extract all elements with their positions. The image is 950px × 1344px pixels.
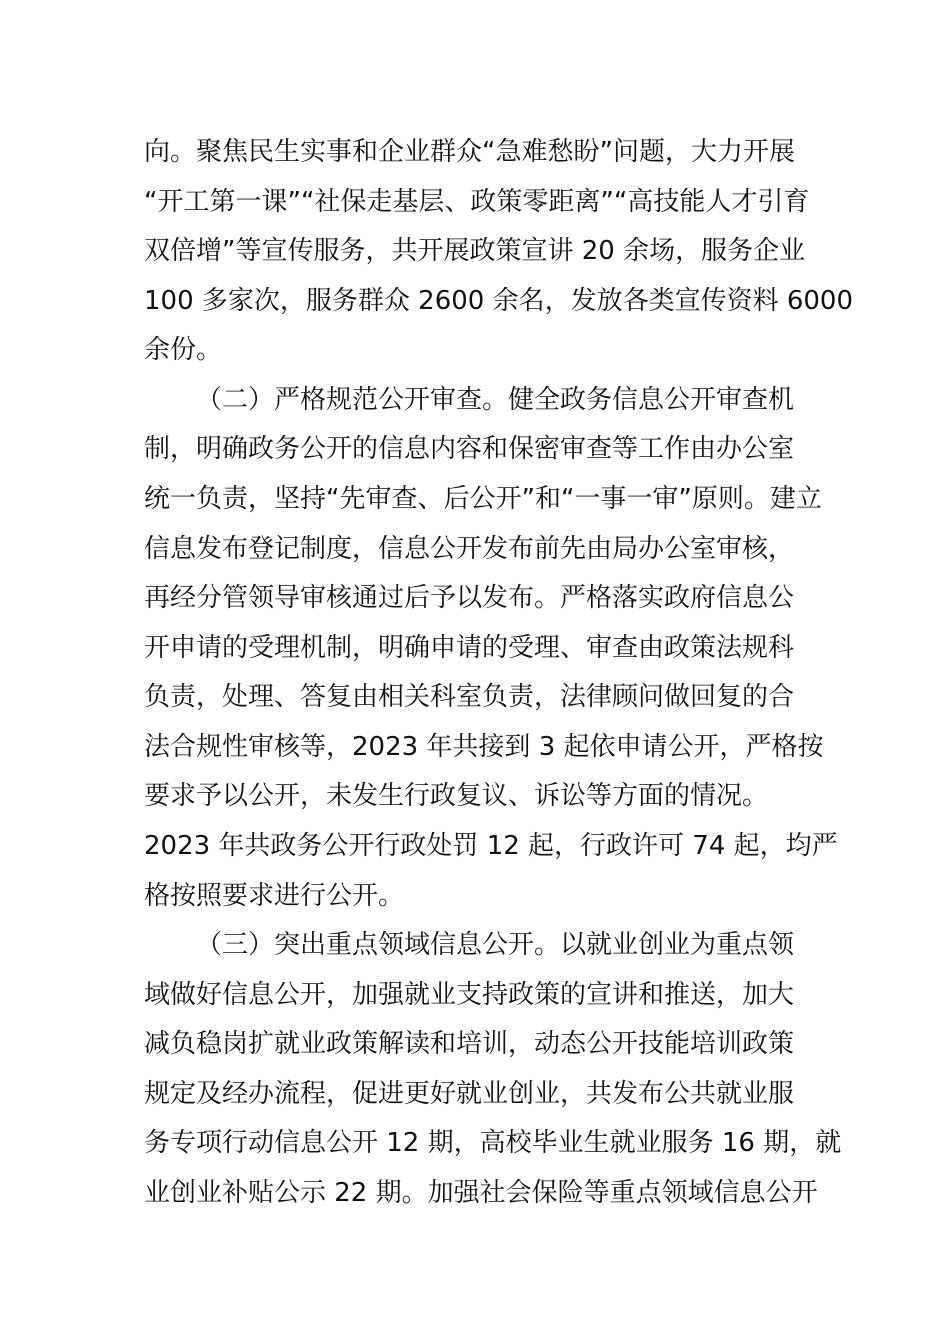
text-line: 负责，处理、答复由相关科室负责，法律顾问做回复的合 [144,682,795,712]
section-heading-2-line: （二）严格规范公开审查。健全政务信息公开审查机 [196,385,795,415]
text-line: 格按照要求进行公开。 [144,881,405,911]
text-line: 务专项行动信息公开 12 期，高校毕业生就业服务 16 期，就 [144,1128,842,1158]
text-line: 规定及经办流程，促进更好就业创业，共发布公共就业服 [144,1079,795,1109]
text-line: 余份。 [144,335,223,365]
text-line: 双倍增”等宣传服务，共开展政策宣讲 20 余场，服务企业 [144,236,806,266]
text-line: 100 多家次，服务群众 2600 余名，发放各类宣传资料 6000 [144,286,854,316]
text-line: 法合规性审核等，2023 年共接到 3 起依申请公开，严格按 [144,732,824,762]
text-line: 开申请的受理机制，明确申请的受理、审查由政策法规科 [144,633,795,663]
text-line: 制，明确政务公开的信息内容和保密审查等工作由办公室 [144,434,795,464]
text-line: 向。聚焦民生实事和企业群众“急难愁盼”问题，大力开展 [144,137,795,167]
text-line: 要求予以公开，未发生行政复议、诉讼等方面的情况。 [144,781,769,811]
text-line: “开工第一课”“社保走基层、政策零距离”“高技能人才引育 [144,187,810,217]
text-line: 再经分管领导审核通过后予以发布。严格落实政府信息公 [144,583,795,613]
text-line: 统一负责，坚持“先审查、后公开”和“一事一审”原则。建立 [144,484,822,514]
text-line: 域做好信息公开，加强就业支持政策的宣讲和推送，加大 [144,980,795,1010]
text-line: 2023 年共政务公开行政处罚 12 起，行政许可 74 起，均严 [144,831,838,861]
text-line: 业创业补贴公示 22 期。加强社会保险等重点领域信息公开 [144,1178,818,1208]
text-line: 减负稳岗扩就业政策解读和培训，动态公开技能培训政策 [144,1029,795,1059]
text-line: 信息发布登记制度，信息公开发布前先由局办公室审核， [144,534,795,564]
section-heading-3-line: （三）突出重点领域信息公开。以就业创业为重点领 [196,930,795,960]
